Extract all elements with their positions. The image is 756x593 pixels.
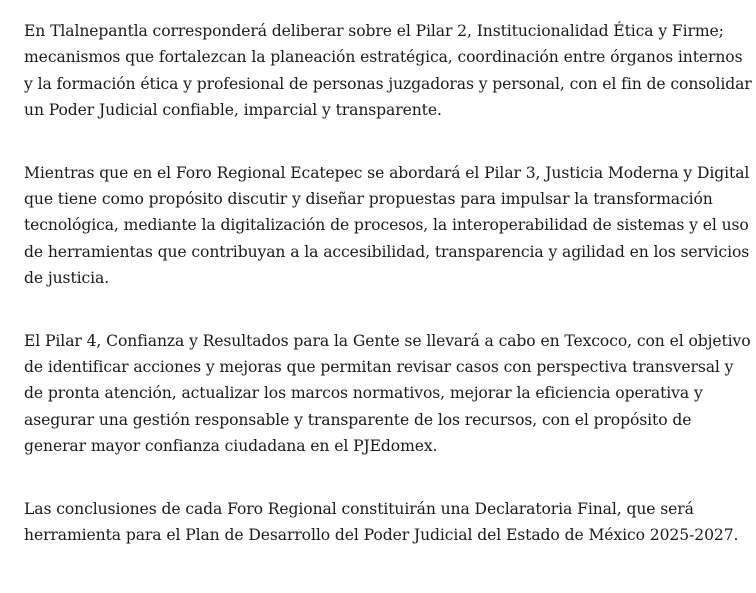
paragraph-pilar-4: El Pilar 4, Confianza y Resultados para la Gente se llevará a cabo en Texcoco, con el objetivo de identificar acciones y mejoras que permitan revisar casos con perspectiva transversal y de pronta atención, actualizar los marcos normativos, mejorar la eficiencia operativa y asegurar una gestión responsable y transparente de los recursos, con el propósito de generar mayor confianza ciudadana en el PJEdomex.: [24, 331, 751, 456]
paragraph-pilar-2: En Tlalnepantla corresponderá deliberar sobre el Pilar 2, Institucionalidad Ética y Firme; mecanismos que fortalezcan la planeación estratégica, coordinación entre órganos internos y la formación ética y profesional de personas juzgadoras y personal, con el fin de consolidar un Poder Judicial confiable, imparcial y transparente.: [24, 22, 752, 120]
paragraph-conclusiones: Las conclusiones de cada Foro Regional constituirán una Declaratoria Final, que será herramienta para el Plan de Desarrollo del Poder Judicial del Estado de México 2025-2027.: [24, 499, 739, 545]
paragraph-pilar-3: Mientras que en el Foro Regional Ecatepec se abordará el Pilar 3, Justicia Moderna y Digital que tiene como propósito discutir y diseñar propuestas para impulsar la transformación tecnológica, mediante la digitalización de procesos, la interoperabilidad de sistemas y el uso de herramientas que contribuyan a la accesibilidad, transparencia y agilidad en los servicios de justicia.: [24, 163, 750, 288]
article-body: [24, 18, 754, 549]
